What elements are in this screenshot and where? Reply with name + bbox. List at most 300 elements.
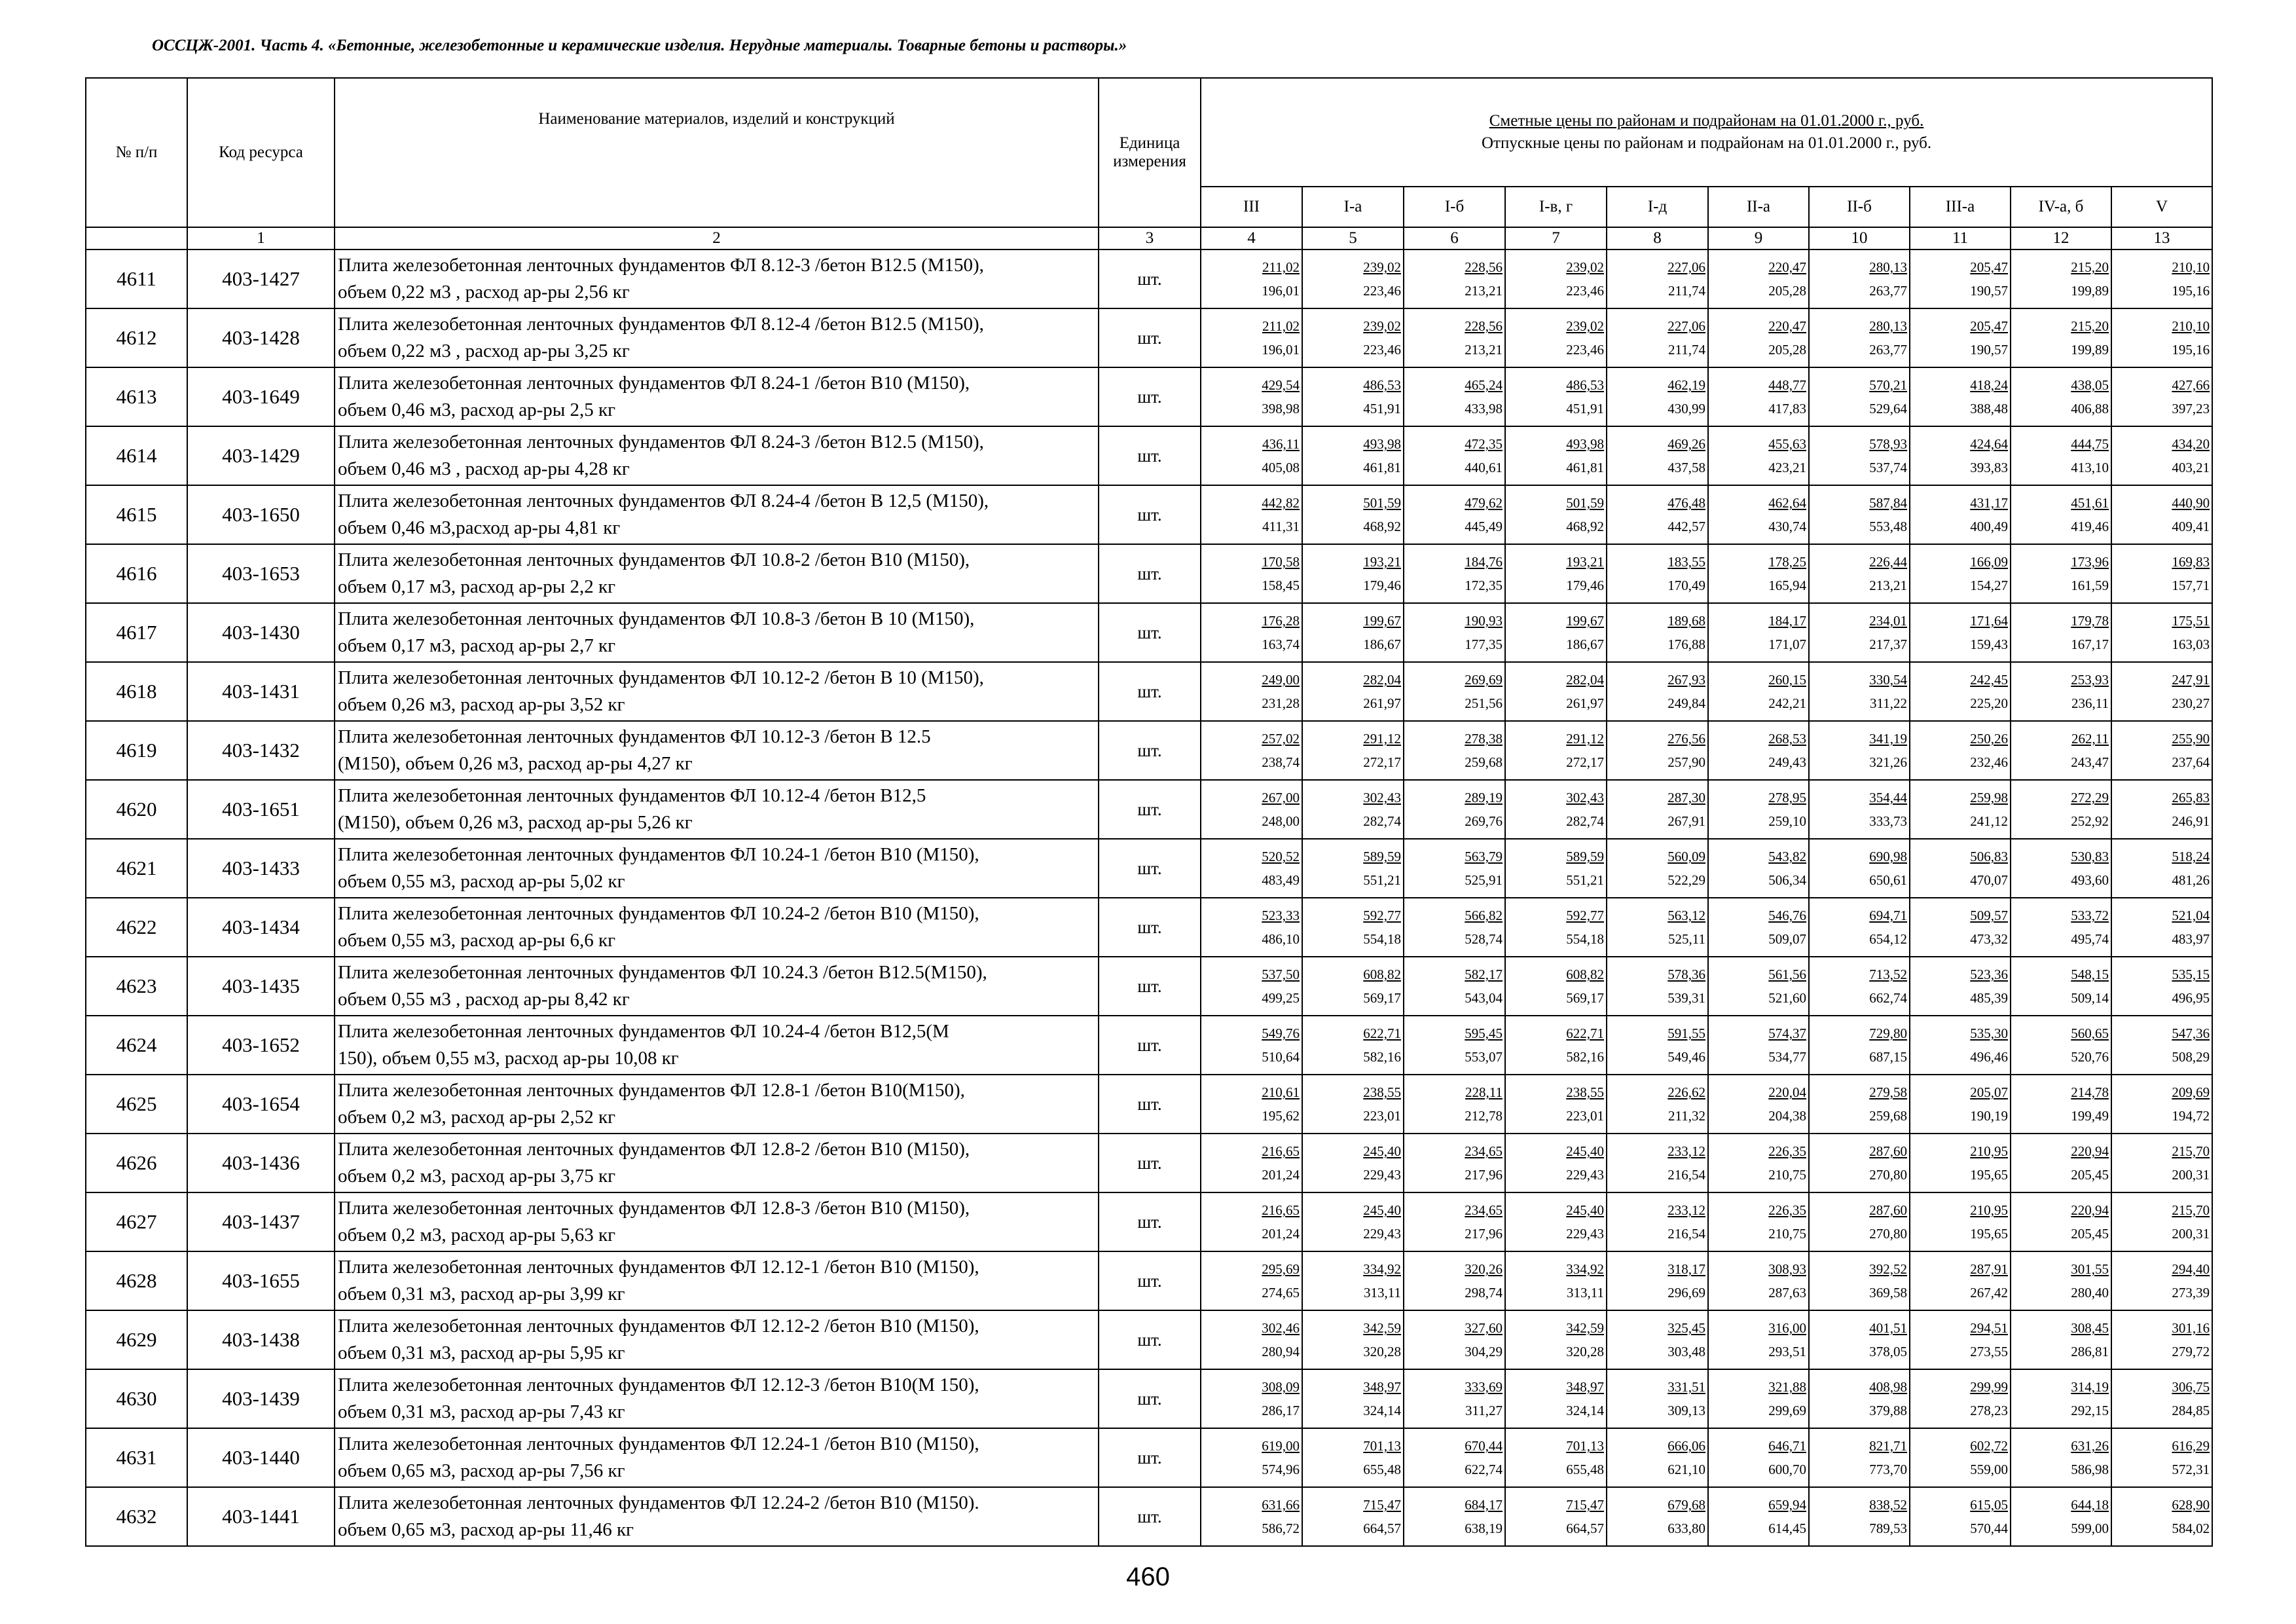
price-cell bbox=[1607, 839, 1708, 898]
price-cell bbox=[1404, 485, 1505, 544]
price-cell bbox=[1910, 1251, 2011, 1310]
release-price: 273,39 bbox=[2172, 1285, 2210, 1301]
price-cell bbox=[1607, 1192, 1708, 1251]
item-name-line-1: Плита железобетонная ленточных фундаментов ФЛ 10.12-2 /бетон В 10 (М150), bbox=[338, 667, 984, 688]
price-cell bbox=[1809, 1310, 1910, 1369]
price-cell bbox=[1201, 1428, 1302, 1487]
row-number: 4616 bbox=[86, 544, 187, 603]
estimate-price: 209,69 bbox=[2172, 1084, 2210, 1100]
price-cell bbox=[1809, 1369, 1910, 1428]
estimate-price: 216,65 bbox=[1262, 1143, 1300, 1159]
release-price: 274,65 bbox=[1262, 1285, 1300, 1301]
estimate-price: 247,91 bbox=[2172, 672, 2210, 688]
table-row bbox=[86, 544, 2212, 603]
price-cell bbox=[1201, 249, 1302, 308]
release-price: 662,74 bbox=[1869, 990, 1907, 1006]
unit-cell: шт. bbox=[1099, 662, 1201, 721]
column-number: 2 bbox=[335, 227, 1099, 249]
estimate-price: 318,17 bbox=[1667, 1261, 1705, 1277]
estimate-price: 518,24 bbox=[2172, 849, 2210, 864]
release-price: 528,74 bbox=[1465, 931, 1503, 947]
estimate-price: 287,91 bbox=[1970, 1261, 2008, 1277]
price-cell bbox=[1302, 1310, 1404, 1369]
price-cell bbox=[2111, 662, 2212, 721]
estimate-price: 316,00 bbox=[1768, 1320, 1806, 1336]
release-price: 423,21 bbox=[1768, 460, 1806, 475]
release-price: 279,72 bbox=[2172, 1344, 2210, 1359]
release-price: 249,84 bbox=[1667, 695, 1705, 711]
price-cell bbox=[1607, 662, 1708, 721]
item-name-line-2: объем 0,31 м3, расход ар-ры 3,99 кг bbox=[338, 1283, 625, 1304]
price-cell bbox=[2011, 780, 2111, 839]
price-cell bbox=[1708, 721, 1809, 780]
estimate-price: 429,54 bbox=[1262, 377, 1300, 393]
estimate-price: 548,15 bbox=[2071, 967, 2109, 982]
estimate-price: 255,90 bbox=[2172, 731, 2210, 747]
resource-code: 403-1651 bbox=[187, 780, 335, 839]
estimate-price: 320,26 bbox=[1465, 1261, 1503, 1277]
estimate-price: 280,13 bbox=[1869, 259, 1907, 275]
price-cell bbox=[1607, 544, 1708, 603]
price-cell bbox=[2011, 249, 2111, 308]
release-price: 298,74 bbox=[1465, 1285, 1503, 1301]
release-price: 510,64 bbox=[1262, 1049, 1300, 1065]
row-number: 4623 bbox=[86, 957, 187, 1016]
price-cell bbox=[1910, 957, 2011, 1016]
estimate-price: 210,10 bbox=[2172, 318, 2210, 334]
price-cell bbox=[1302, 721, 1404, 780]
release-price: 559,00 bbox=[1970, 1462, 2008, 1477]
item-name-line-1: Плита железобетонная ленточных фундаментов ФЛ 12.12-2 /бетон В10 (М150), bbox=[338, 1316, 979, 1337]
price-cell bbox=[2011, 1487, 2111, 1546]
estimate-price: 220,04 bbox=[1768, 1084, 1806, 1100]
price-cell bbox=[1809, 1134, 1910, 1192]
estimate-price: 520,52 bbox=[1262, 849, 1300, 864]
release-price: 284,85 bbox=[2172, 1403, 2210, 1418]
unit-cell: шт. bbox=[1099, 367, 1201, 426]
item-name bbox=[335, 1134, 1099, 1192]
item-name-line-2: объем 0,17 м3, расход ар-ры 2,2 кг bbox=[338, 576, 616, 597]
price-cell bbox=[1201, 1310, 1302, 1369]
estimate-price: 249,00 bbox=[1262, 672, 1300, 688]
price-cell bbox=[1404, 308, 1505, 367]
estimate-price: 210,95 bbox=[1970, 1143, 2008, 1159]
item-name bbox=[335, 1310, 1099, 1369]
item-name-line-1: Плита железобетонная ленточных фундаментов ФЛ 12.8-3 /бетон В10 (М150), bbox=[338, 1198, 970, 1219]
price-cell bbox=[2011, 1075, 2111, 1134]
estimate-price: 615,05 bbox=[1970, 1497, 2008, 1513]
estimate-price: 242,45 bbox=[1970, 672, 2008, 688]
estimate-price: 287,60 bbox=[1869, 1143, 1907, 1159]
release-price: 485,39 bbox=[1970, 990, 2008, 1006]
row-number: 4612 bbox=[86, 308, 187, 367]
price-cell bbox=[2011, 1310, 2111, 1369]
estimate-price: 589,59 bbox=[1566, 849, 1604, 864]
unit-cell: шт. bbox=[1099, 1134, 1201, 1192]
release-price: 225,20 bbox=[1970, 695, 2008, 711]
estimate-price: 543,82 bbox=[1768, 849, 1806, 864]
estimate-price: 278,95 bbox=[1768, 790, 1806, 805]
estimate-price: 299,99 bbox=[1970, 1379, 2008, 1395]
price-cell bbox=[1910, 839, 2011, 898]
estimate-price: 239,02 bbox=[1566, 259, 1604, 275]
release-price: 163,74 bbox=[1262, 637, 1300, 652]
release-price: 261,97 bbox=[1566, 695, 1604, 711]
price-cell bbox=[1505, 839, 1607, 898]
resource-code: 403-1430 bbox=[187, 603, 335, 662]
estimate-price: 570,21 bbox=[1869, 377, 1907, 393]
price-cell bbox=[1505, 1369, 1607, 1428]
estimate-price: 193,21 bbox=[1566, 554, 1604, 570]
release-price: 170,49 bbox=[1667, 578, 1705, 593]
price-cell bbox=[2011, 544, 2111, 603]
release-price: 217,96 bbox=[1465, 1226, 1503, 1242]
estimate-price: 178,25 bbox=[1768, 554, 1806, 570]
price-cell bbox=[1404, 839, 1505, 898]
release-price: 522,29 bbox=[1667, 872, 1705, 888]
item-name-line-2: объем 0,2 м3, расход ар-ры 2,52 кг bbox=[338, 1107, 616, 1128]
price-cell bbox=[1302, 485, 1404, 544]
estimate-price: 476,48 bbox=[1667, 495, 1705, 511]
estimate-price: 205,07 bbox=[1970, 1084, 2008, 1100]
table-row bbox=[86, 662, 2212, 721]
item-name-line-2: объем 0,22 м3 , расход ар-ры 2,56 кг bbox=[338, 282, 630, 303]
price-cell bbox=[1607, 1134, 1708, 1192]
item-name-line-1: Плита железобетонная ленточных фундаментов ФЛ 10.24.3 /бетон В12.5(М150), bbox=[338, 962, 987, 983]
price-cell bbox=[2111, 898, 2212, 957]
estimate-price: 644,18 bbox=[2071, 1497, 2109, 1513]
price-cell bbox=[1910, 1428, 2011, 1487]
unit-cell: шт. bbox=[1099, 780, 1201, 839]
item-name bbox=[335, 898, 1099, 957]
page-number: 460 bbox=[1126, 1562, 1170, 1591]
estimate-price: 227,06 bbox=[1667, 259, 1705, 275]
estimate-price: 334,92 bbox=[1566, 1261, 1604, 1277]
price-cell bbox=[2111, 485, 2212, 544]
release-price: 205,45 bbox=[2071, 1167, 2109, 1183]
price-cell bbox=[1607, 1428, 1708, 1487]
release-price: 216,54 bbox=[1667, 1226, 1705, 1242]
release-price: 468,92 bbox=[1363, 519, 1401, 534]
item-name bbox=[335, 308, 1099, 367]
release-price: 229,43 bbox=[1363, 1226, 1401, 1242]
resource-code: 403-1441 bbox=[187, 1487, 335, 1546]
estimate-price: 211,02 bbox=[1262, 259, 1300, 275]
price-cell bbox=[1708, 1251, 1809, 1310]
release-price: 179,46 bbox=[1566, 578, 1604, 593]
resource-code: 403-1439 bbox=[187, 1369, 335, 1428]
price-cell bbox=[1708, 898, 1809, 957]
estimate-price: 537,50 bbox=[1262, 967, 1300, 982]
estimate-price: 469,26 bbox=[1667, 436, 1705, 452]
price-cell bbox=[2011, 662, 2111, 721]
price-cell bbox=[1505, 485, 1607, 544]
estimate-price: 622,71 bbox=[1566, 1025, 1604, 1041]
release-price: 483,97 bbox=[2172, 931, 2210, 947]
estimate-price: 238,55 bbox=[1363, 1084, 1401, 1100]
estimate-price: 715,47 bbox=[1363, 1497, 1401, 1513]
price-cell bbox=[2111, 1369, 2212, 1428]
estimate-price: 239,02 bbox=[1363, 318, 1401, 334]
release-price: 445,49 bbox=[1465, 519, 1503, 534]
resource-code: 403-1436 bbox=[187, 1134, 335, 1192]
price-cell bbox=[1404, 957, 1505, 1016]
release-price: 257,90 bbox=[1667, 754, 1705, 770]
price-cell bbox=[1809, 721, 1910, 780]
release-price: 405,08 bbox=[1262, 460, 1300, 475]
row-number: 4619 bbox=[86, 721, 187, 780]
estimate-price: 269,69 bbox=[1465, 672, 1503, 688]
price-cell bbox=[2011, 957, 2111, 1016]
price-cell bbox=[1302, 1487, 1404, 1546]
estimate-price: 325,45 bbox=[1667, 1320, 1705, 1336]
release-price: 223,46 bbox=[1566, 342, 1604, 358]
release-price: 309,13 bbox=[1667, 1403, 1705, 1418]
estimate-price: 418,24 bbox=[1970, 377, 2008, 393]
header-unit: Единица измерения bbox=[1099, 78, 1201, 227]
estimate-price: 211,02 bbox=[1262, 318, 1300, 334]
release-price: 177,35 bbox=[1465, 637, 1503, 652]
price-cell bbox=[1302, 426, 1404, 485]
item-name-line-1: Плита железобетонная ленточных фундаментов ФЛ 10.24-1 /бетон В10 (М150), bbox=[338, 844, 979, 865]
price-cell bbox=[1201, 1487, 1302, 1546]
estimate-price: 563,79 bbox=[1465, 849, 1503, 864]
release-price: 481,26 bbox=[2172, 872, 2210, 888]
release-price: 789,53 bbox=[1869, 1521, 1907, 1536]
release-price: 210,75 bbox=[1768, 1226, 1806, 1242]
release-price: 229,43 bbox=[1566, 1167, 1604, 1183]
price-cell bbox=[1809, 1487, 1910, 1546]
estimate-price: 171,64 bbox=[1970, 613, 2008, 629]
table-row bbox=[86, 1487, 2212, 1546]
release-price: 171,07 bbox=[1768, 637, 1806, 652]
table-row bbox=[86, 1075, 2212, 1134]
price-cell bbox=[1708, 544, 1809, 603]
region-header: II-б bbox=[1809, 187, 1910, 227]
price-cell bbox=[1910, 1310, 2011, 1369]
price-cell bbox=[1708, 1428, 1809, 1487]
release-price: 211,32 bbox=[1668, 1108, 1705, 1124]
release-price: 210,75 bbox=[1768, 1167, 1806, 1183]
estimate-price: 431,17 bbox=[1970, 495, 2008, 511]
table-row bbox=[86, 1192, 2212, 1251]
price-cell bbox=[2111, 957, 2212, 1016]
price-cell bbox=[1404, 662, 1505, 721]
price-cell bbox=[1201, 1192, 1302, 1251]
price-cell bbox=[1302, 662, 1404, 721]
price-table bbox=[85, 77, 2213, 1547]
estimate-price: 239,02 bbox=[1363, 259, 1401, 275]
release-price: 292,15 bbox=[2071, 1403, 2109, 1418]
estimate-price: 226,35 bbox=[1768, 1202, 1806, 1218]
resource-code: 403-1434 bbox=[187, 898, 335, 957]
release-price: 570,44 bbox=[1970, 1521, 2008, 1536]
price-cell bbox=[1302, 1075, 1404, 1134]
estimate-price: 342,59 bbox=[1566, 1320, 1604, 1336]
item-name-line-2: объем 0,55 м3 , расход ар-ры 8,42 кг bbox=[338, 989, 630, 1010]
release-price: 586,72 bbox=[1262, 1521, 1300, 1536]
table-row bbox=[86, 426, 2212, 485]
estimate-price: 560,65 bbox=[2071, 1025, 2109, 1041]
column-number: 6 bbox=[1404, 227, 1505, 249]
price-cell bbox=[2111, 1487, 2212, 1546]
row-number: 4626 bbox=[86, 1134, 187, 1192]
release-price: 223,01 bbox=[1566, 1108, 1604, 1124]
item-name bbox=[335, 1369, 1099, 1428]
release-price: 267,42 bbox=[1970, 1285, 2008, 1301]
item-name bbox=[335, 957, 1099, 1016]
estimate-price: 234,65 bbox=[1465, 1143, 1503, 1159]
release-price: 551,21 bbox=[1566, 872, 1604, 888]
release-price: 296,69 bbox=[1667, 1285, 1705, 1301]
price-cell bbox=[1302, 544, 1404, 603]
estimate-price: 442,82 bbox=[1262, 495, 1300, 511]
item-name bbox=[335, 485, 1099, 544]
estimate-price: 227,06 bbox=[1667, 318, 1705, 334]
item-name-line-2: объем 0,31 м3, расход ар-ры 7,43 кг bbox=[338, 1401, 625, 1422]
price-cell bbox=[2111, 1310, 2212, 1369]
estimate-price: 238,55 bbox=[1566, 1084, 1604, 1100]
estimate-price: 566,82 bbox=[1465, 908, 1503, 923]
release-price: 313,11 bbox=[1364, 1285, 1401, 1301]
estimate-price: 547,36 bbox=[2172, 1025, 2210, 1041]
price-cell bbox=[1201, 839, 1302, 898]
release-price: 211,74 bbox=[1668, 342, 1705, 358]
row-number: 4629 bbox=[86, 1310, 187, 1369]
price-cell bbox=[1809, 839, 1910, 898]
item-name-line-1: Плита железобетонная ленточных фундаментов ФЛ 12.12-1 /бетон В10 (М150), bbox=[338, 1257, 979, 1278]
estimate-price: 493,98 bbox=[1566, 436, 1604, 452]
estimate-price: 245,40 bbox=[1363, 1143, 1401, 1159]
estimate-price: 215,20 bbox=[2071, 318, 2109, 334]
estimate-price: 280,13 bbox=[1869, 318, 1907, 334]
release-price: 572,31 bbox=[2172, 1462, 2210, 1477]
estimate-price: 282,04 bbox=[1363, 672, 1401, 688]
release-price: 496,46 bbox=[1970, 1049, 2008, 1065]
estimate-price: 265,83 bbox=[2172, 790, 2210, 805]
release-price: 388,48 bbox=[1970, 401, 2008, 416]
release-price: 486,10 bbox=[1262, 931, 1300, 947]
estimate-price: 302,46 bbox=[1262, 1320, 1300, 1336]
release-price: 242,21 bbox=[1768, 695, 1806, 711]
estimate-price: 619,00 bbox=[1262, 1438, 1300, 1454]
estimate-price: 260,15 bbox=[1768, 672, 1806, 688]
release-price: 470,07 bbox=[1970, 872, 2008, 888]
price-cell bbox=[2111, 367, 2212, 426]
release-price: 252,92 bbox=[2071, 813, 2109, 829]
release-price: 534,77 bbox=[1768, 1049, 1806, 1065]
estimate-price: 348,97 bbox=[1363, 1379, 1401, 1395]
table-row bbox=[86, 485, 2212, 544]
resource-code: 403-1435 bbox=[187, 957, 335, 1016]
estimate-price: 267,00 bbox=[1262, 790, 1300, 805]
column-number: 12 bbox=[2011, 227, 2111, 249]
price-cell bbox=[1201, 308, 1302, 367]
estimate-price: 259,98 bbox=[1970, 790, 2008, 805]
release-price: 201,24 bbox=[1262, 1226, 1300, 1242]
price-cell bbox=[2011, 721, 2111, 780]
release-price: 397,23 bbox=[2172, 401, 2210, 416]
release-price: 543,04 bbox=[1465, 990, 1503, 1006]
price-cell bbox=[2011, 603, 2111, 662]
price-cell bbox=[1910, 898, 2011, 957]
estimate-price: 327,60 bbox=[1465, 1320, 1503, 1336]
estimate-price: 199,67 bbox=[1566, 613, 1604, 629]
estimate-price: 199,67 bbox=[1363, 613, 1401, 629]
estimate-price: 321,88 bbox=[1768, 1379, 1806, 1395]
region-header: I-в, г bbox=[1505, 187, 1607, 227]
estimate-price: 589,59 bbox=[1363, 849, 1401, 864]
price-cell bbox=[1404, 544, 1505, 603]
item-name bbox=[335, 1075, 1099, 1134]
unit-cell: шт. bbox=[1099, 721, 1201, 780]
price-cell bbox=[1505, 426, 1607, 485]
unit-cell: шт. bbox=[1099, 603, 1201, 662]
resource-code: 403-1438 bbox=[187, 1310, 335, 1369]
release-price: 493,60 bbox=[2071, 872, 2109, 888]
unit-cell: шт. bbox=[1099, 249, 1201, 308]
resource-code: 403-1649 bbox=[187, 367, 335, 426]
estimate-price: 701,13 bbox=[1363, 1438, 1401, 1454]
estimate-price: 451,61 bbox=[2071, 495, 2109, 511]
release-price: 200,31 bbox=[2172, 1167, 2210, 1183]
estimate-price: 341,19 bbox=[1869, 731, 1907, 747]
release-price: 259,10 bbox=[1768, 813, 1806, 829]
price-cell bbox=[2011, 308, 2111, 367]
item-name-line-2: объем 0,46 м3 , расход ар-ры 4,28 кг bbox=[338, 458, 630, 479]
estimate-price: 501,59 bbox=[1363, 495, 1401, 511]
release-price: 574,96 bbox=[1262, 1462, 1300, 1477]
release-price: 287,63 bbox=[1768, 1285, 1806, 1301]
item-name-line-1: Плита железобетонная ленточных фундаментов ФЛ 10.8-3 /бетон В 10 (М150), bbox=[338, 608, 975, 629]
release-price: 195,16 bbox=[2172, 283, 2210, 299]
estimate-price: 253,93 bbox=[2071, 672, 2109, 688]
release-price: 154,27 bbox=[1970, 578, 2008, 593]
price-cell bbox=[1505, 1016, 1607, 1075]
release-price: 403,21 bbox=[2172, 460, 2210, 475]
table-row bbox=[86, 1428, 2212, 1487]
release-price: 586,98 bbox=[2071, 1462, 2109, 1477]
estimate-price: 694,71 bbox=[1869, 908, 1907, 923]
release-price: 282,74 bbox=[1363, 813, 1401, 829]
release-price: 259,68 bbox=[1465, 754, 1503, 770]
release-price: 229,43 bbox=[1363, 1167, 1401, 1183]
item-name-line-1: Плита железобетонная ленточных фундаментов ФЛ 12.12-3 /бетон В10(М 150), bbox=[338, 1375, 979, 1395]
row-number: 4620 bbox=[86, 780, 187, 839]
price-cell bbox=[1708, 662, 1809, 721]
release-price: 213,21 bbox=[1465, 342, 1503, 358]
price-cell bbox=[1607, 1487, 1708, 1546]
price-cell bbox=[2011, 839, 2111, 898]
region-header: I-б bbox=[1404, 187, 1505, 227]
unit-cell: шт. bbox=[1099, 1016, 1201, 1075]
estimate-price: 215,70 bbox=[2172, 1143, 2210, 1159]
release-price: 304,29 bbox=[1465, 1344, 1503, 1359]
release-price: 213,21 bbox=[1465, 283, 1503, 299]
column-number: 3 bbox=[1099, 227, 1201, 249]
price-cell bbox=[1809, 957, 1910, 1016]
item-name bbox=[335, 544, 1099, 603]
price-cell bbox=[1708, 426, 1809, 485]
release-price: 440,61 bbox=[1465, 460, 1503, 475]
release-price: 495,74 bbox=[2071, 931, 2109, 947]
estimate-price: 233,12 bbox=[1667, 1143, 1705, 1159]
estimate-price: 302,43 bbox=[1363, 790, 1401, 805]
price-cell bbox=[1809, 1016, 1910, 1075]
price-cell bbox=[1404, 1251, 1505, 1310]
price-cell bbox=[1607, 1251, 1708, 1310]
unit-cell: шт. bbox=[1099, 308, 1201, 367]
